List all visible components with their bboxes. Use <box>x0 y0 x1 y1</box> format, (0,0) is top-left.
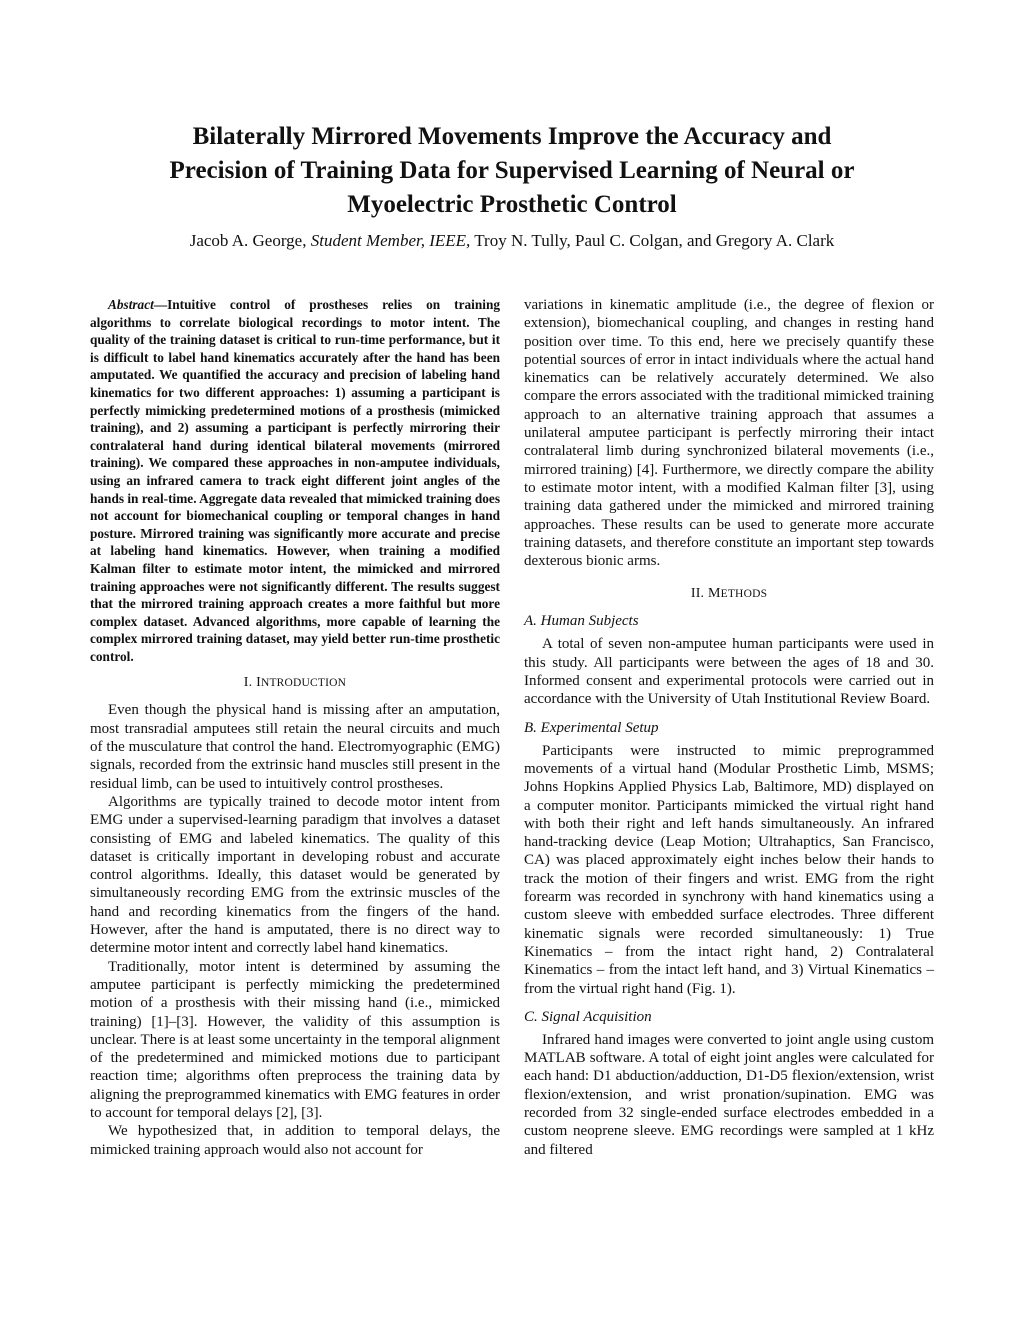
intro-paragraph: Even though the physical hand is missing after an amputation, most transradial amputees still retain the neural circuits and much of the musculature that control the hand. Electromyographic (EMG) signals, recorded from the extrinsic hand muscles still present in the residual limb, can be used to intuitively control prostheses. <box>90 702 500 792</box>
author-line <box>90 230 934 252</box>
paper-title <box>100 120 924 222</box>
abstract <box>90 296 500 665</box>
author-membership: Student Member, IEEE, <box>310 231 471 250</box>
title-line: Myoelectric Prosthetic Control <box>347 191 677 218</box>
subsection-heading-signal-acquisition: C. Signal Acquisition <box>524 1008 652 1025</box>
methods-paragraph: Infrared hand images were converted to joint angle using custom MATLAB software. A total of eight joint angles were calculated for each hand: D1 abduction/adduction, D1-D5 flexion/extension, wrist flexion/extension, and wrist pronation/supination. EMG was recorded from 32 single-ended surface electrodes embedded in a custom neoprene sleeve. EMG recordings were sampled at 1 kHz and filtered <box>524 1031 934 1158</box>
right-column <box>524 296 934 1159</box>
methods-paragraph: A total of seven non-amputee human participants were used in this study. All participants were between the ages of 18 and 30. Informed consent and experimental protocols were carried out in accordance with the University of Utah Institutional Review Board. <box>524 636 934 708</box>
left-column <box>90 296 500 1159</box>
intro-paragraph: Traditionally, motor intent is determined by assuming the amputee participant is perfectly mimicking the predetermined motion of a prosthesis with their missing hand (i.e., mimicked training) [1]–[3]. However, the validity of this assumption is unclear. There is at least some uncertainty in the temporal alignment of the predetermined and mimicked motions due to participant reaction time; algorithms often preprocess the training data by aligning the preprogrammed kinematics with EMG features in order to account for temporal delays [2], [3]. <box>90 958 501 1121</box>
title-line: Bilaterally Mirrored Movements Improve the Accuracy and <box>192 123 832 150</box>
section-heading-introduction: I. INTRODUCTION <box>243 675 347 691</box>
intro-paragraph: We hypothesized that, in addition to temporal delays, the mimicked training approach would also not account for <box>90 1123 500 1158</box>
intro-continued-paragraph: variations in kinematic amplitude (i.e., the degree of flexion or extension), biomechanical coupling, and changes in resting hand position over time. To this end, here we precisely quantify these potential sources of error in intact individuals where the actual hand kinematics can be relatively accurately determined. We also compare the errors associated with the traditional mimicked training approach to an alternative training approach that assumes a unilateral amputee participant is perfectly mirroring their intact contralateral limb during synchronized bilateral movements (i.e., mirrored training) [4]. Furthermore, we directly compare the ability to estimate motor intent, with a modified Kalman filter [3], using training data gathered under the mimicked and mirrored training approaches. These results can be used to generate more accurate training datasets, and therefore constitute an important step towards dexterous bionic arms. <box>524 297 934 570</box>
abstract-text: —Intuitive control of prostheses relies on training algorithms to correlate biological recordings to motor intent. The quality of the training dataset is critical to run-time performance, but it is difficult to label hand kinematics accurately after the hand has been amputated. We quantified the accuracy and precision of labeling hand kinematics for two different approaches: 1) assuming a participant is perfectly mimicking predetermined motions of a prosthesis (mimicked training), and 2) assuming a participant is perfectly mirroring their contralateral hand during identical bilateral movements (mirrored training). We compared these approaches in non-amputee individuals, using an infrared camera to track eight different joint angles of the hands in real-time. Aggregate data revealed that mimicked training does not account for biomechanical coupling or temporal changes in hand posture. Mirrored training was significantly more accurate and precise at labeling hand kinematics. However, when training a modified Kalman filter to estimate motor intent, the mimicked and mirrored training approaches were not significantly different. The results suggest that the mirrored training approach creates a more faithful but more complex dataset. Advanced algorithms, more capable of learning the complex mirrored training dataset, may yield better run-time prosthetic control. <box>90 297 500 664</box>
methods-paragraph: Participants were instructed to mimic preprogrammed movements of a virtual hand (Modular Prosthetic Limb, MSMS; Johns Hopkins Applied Physics Lab, Baltimore, MD) displayed on a computer monitor. Participants mimicked the virtual right hand with both their right and left hands simultaneously. An infrared hand-tracking device (Leap Motion; Ultrahaptics, San Francisco, CA) was placed approximately eight inches below their hands to track the motion of their fingers and wrist. EMG from the right forearm was recorded in synchrony with hand kinematics using a custom sleeve with embedded surface electrodes. Three different kinematic signals were recorded simultaneously: 1) True Kinematics – from the intact right hand, 2) Contralateral Kinematics – from the intact left hand, and 3) Virtual Kinematics – from the virtual right hand (Fig. 1). <box>524 742 934 997</box>
author-names: Jacob A. George, <box>189 231 311 250</box>
abstract-lead: Abstract <box>108 297 154 312</box>
subsection-heading-human-subjects: A. Human Subjects <box>524 613 639 630</box>
intro-paragraph: Algorithms are typically trained to decode motor intent from EMG under a supervised-learning paradigm that involves a dataset consisting of EMG and labeled kinematics. The quality of this dataset is critically important in developing robust and accurate control algorithms. Ideally, this dataset would be generated by simultaneously recording EMG from the extrinsic muscles of the hand and recording kinematics from the fingers of the hand. However, after the hand is amputated, there is no direct way to determine motor intent and correctly label hand kinematics. <box>90 793 500 957</box>
author-names-rest: Troy N. Tully, Paul C. Colgan, and Gregory A. Clark <box>470 231 835 250</box>
subsection-heading-experimental-setup: B. Experimental Setup <box>524 719 659 736</box>
title-line: Precision of Training Data for Supervised Learning of Neural or <box>169 157 855 184</box>
section-heading-methods: II. METHODS <box>690 586 768 602</box>
